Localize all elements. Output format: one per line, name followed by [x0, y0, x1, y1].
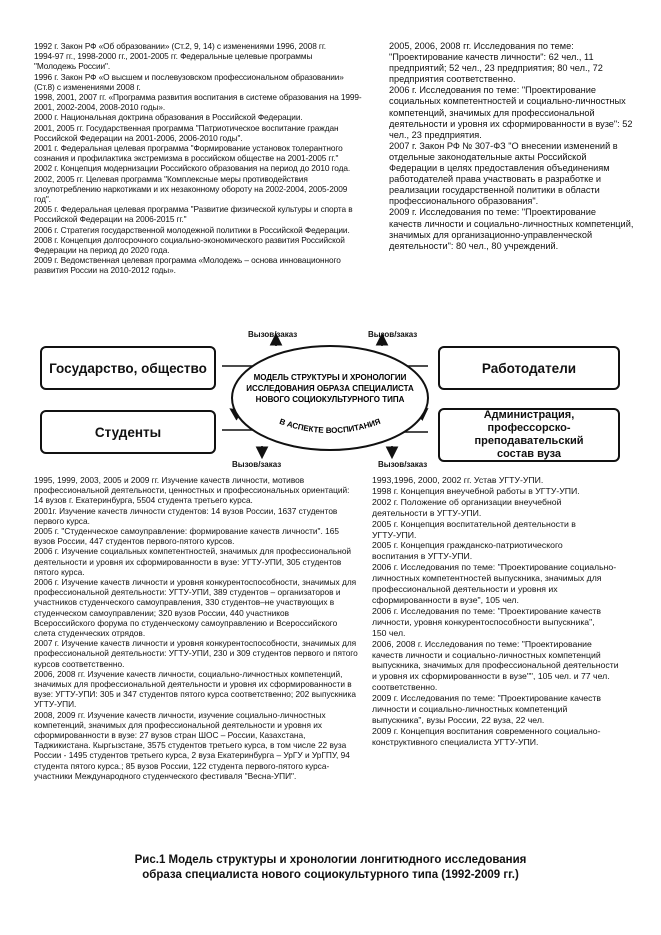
label-call-order-top-left: Вызов/заказ	[248, 330, 298, 339]
box-students: Студенты	[40, 410, 216, 454]
text-block-university-documents: 1993,1996, 2000, 2002 гг. Устав УГТУ-УПИ. 1998 г. Концепция внеучебной работы в УГТУ-УПИ. 2002 г. Положение об организации внеучебной деятельности в УГТУ-УПИ. 2005 г. Концепция воспитательной деятельности в УГТУ-УПИ. 2005 г. Концепция гражданско-патриотического воспитания в УГТУ-УПИ. 2006 г. Исследования по теме: "Проектирование социально- личностных компетентностей выпускника, значимых для профессиональной деятельности и уровня их сформированности в вузе", 105 чел. 2006 г. Исследования по теме: "Проектирование качеств личности, уровня конкурентоспособности выпускника", 150 чел. 2006, 2008 г. Исследования по теме: "Проектирование качеств личности и социально-личностных компетенций выпускника, значимых для профессиональной деятельности и уровня их сформированности в вузе"", 105 чел. и 77 чел. соответственно. 2009 г. Исследования по теме: "Проектирование качеств личности и социально-личностных компетенций выпускника", вузы России, 22 вуза, 22 чел. 2009 г. Концепция воспитания современного социально- конструктивного специалиста УГТУ-УПИ.	[372, 475, 619, 747]
caption-line-1: Рис.1 Модель структуры и хронологии лонгитюдного исследования	[134, 854, 527, 866]
box-admin-line-3: состав вуза	[496, 448, 562, 460]
text-block-state-documents: 1992 г. Закон РФ «Об образовании» (Ст.2, 9, 14) с изменениями 1996, 2008 гг. 1994-97 гг., 1998-2000 гг., 2001-2005 гг. Федеральные целевые программы "Молодежь России". 1996 г. Закон РФ «О высшем и послевузовском профессиональном образовании» (Ст.8) с изменениями 2008 г. 1998, 2001, 2007 гг. «Программа развития воспитания в системе образования на 1999- 2001, 2002-2004, 2008-2010 годы». 2000 г. Национальная доктрина образования в Российской Федерации. 2001, 2005 гг. Государственная программа "Патриотическое воспитание граждан Российской Федерации на 2001-2006, 2006-2010 годы". 2001 г. Федеральная целевая программа "Формирование установок толерантного сознания и профилактика экстремизма в российском обществе на 2001-2005 гг." 2002 г. Концепция модернизации Российского образования на период до 2010 года. 2002, 2005 гг. Целевая программа "Комплексные меры противодействия злоупотреблению наркотиками и их незаконному обороту на 2002-2004, 2005-2009 год". 2005 г. Федеральная целевая программа "Развитие физической культуры и спорта в Российской Федерации на 2006-2015 гг." 2006 г. Стратегия государственной молодежной политики в Российской Федерации. 2008 г. Концепция долгосрочного социально-экономического развития Российской Федерации на период до 2020 года. 2009 г. Ведомственная целевая программа «Молодежь – основа инновационного развития России на 2010-2012 годы».	[34, 41, 362, 276]
ellipse-title-line-1: МОДЕЛЬ СТРУКТУРЫ И ХРОНОЛОГИИ	[253, 373, 407, 382]
text-block-student-research: 1995, 1999, 2003, 2005 и 2009 гг. Изучение качеств личности, мотивов профессиональной деятельности, ценностных и профессиональных ориентаций: 14 вузов г. Екатеринбурга, 5504 студента третьего курса. 2001г. Изучение качеств личности студентов: 14 вузов России, 1637 студентов первого курса. 2005 г. "Студенческое самоуправление: формирование качеств личности". 165 вузов России, 447 студентов первого-пятого курсов. 2006 г. Изучение социальных компетентностей, значимых для профессиональной деятельности и уровня их сформированности в вузе: УГТУ-УПИ, 305 студентов пятого курса. 2006 г. Изучение качеств личности и уровня конкурентоспособности, значимых для профессиональной деятельности: УГТУ-УПИ, 389 студентов – организаторов и участников студенческого самоуправления, 330 студентов–не участвующих в студенческом самоуправлении; 320 вузов России, 440 участников Всероссийского форума по студенческому самоуправлению и Всероссийского слета студенческих отрядов. 2007 г. Изучение качеств личности и уровня конкурентоспособности, значимых для профессиональной деятельности: УГТУ-УПИ, 230 и 309 студентов первого и пятого курсов соответственно. 2006, 2008 гг. Изучение качеств личности, социально-личностных компетенций, значимых для профессиональной деятельности и уровня их сформированности в вузе: УГТУ-УПИ: 305 и 347 студентов пятого курса соответственно; 202 выпускника УГТУ-УПИ. 2008, 2009 гг. Изучение качеств личности, изучение социально-личностных компетенций, значимых для профессиональной деятельности и уровня их сформированности в вузе: 27 вузов стран ШОС – России, Казахстана, Таджикистана. Кыргызстане, 3575 студентов третьего курса, в том числе 22 вуза России - 1495 студентов третьего курса, 2 вуза Екатеринбурга – УрГУ и УрГПУ, 94 студента пятого курса.; 85 вузов России, 122 студента первого-пятого курса- участники Международного студенческого фестиваля "Весна-УПИ".	[34, 475, 358, 781]
label-call-order-bottom-right: Вызов/заказ	[378, 460, 428, 469]
box-admin-line-1: Администрация,	[483, 409, 575, 421]
figure-caption	[40, 853, 621, 883]
ellipse-title-line-3: НОВОГО СОЦИОКУЛЬТУРНОГО ТИПА	[255, 395, 405, 404]
label-call-order-top-right: Вызов/заказ	[368, 330, 418, 339]
box-administration	[438, 408, 620, 462]
box-employers: Работодатели	[438, 346, 620, 390]
box-state-society: Государство, общество	[40, 346, 216, 390]
ellipse-title-line-2: ИССЛЕДОВАНИЯ ОБРАЗА СПЕЦИАЛИСТА	[246, 384, 414, 393]
caption-line-2: образа специалиста нового социокультурного типа (1992-2009 гг.)	[142, 869, 519, 881]
box-admin-line-2: профессорско-преподавательский	[474, 422, 584, 447]
text-block-employer-research: 2005, 2006, 2008 гг. Исследования по теме: "Проектирование качеств личности": 62 чел., 11 предприятий; 52 чел., 23 предприятия; 80 чел., 72 предприятия соответственно. 2006 г. Исследования по теме: "Проектирование социальных компетентностей и социально-личностных компетенций, значимых для профессиональной деятельности и уровня их сформированности в вузе": 52 чел., 23 предприятия. 2007 г. Закон РФ № 307-ФЗ "О внесении изменений в отдельные законодательные акты Российской Федерации в целях предоставления объединениям работодателей права участвовать в разработке и реализации государственной политики в области профессионального образования". 2009 г. Исследования по теме: "Проектирование качеств личности и социально-личностных компетенций, значимых для организационно-управленческой деятельности": 80 чел., 80 учреждений.	[389, 41, 634, 251]
ellipse-arc-text: В АСПЕКТЕ ВОСПИТАНИЯ	[278, 416, 382, 436]
label-call-order-bottom-left: Вызов/заказ	[232, 460, 282, 469]
